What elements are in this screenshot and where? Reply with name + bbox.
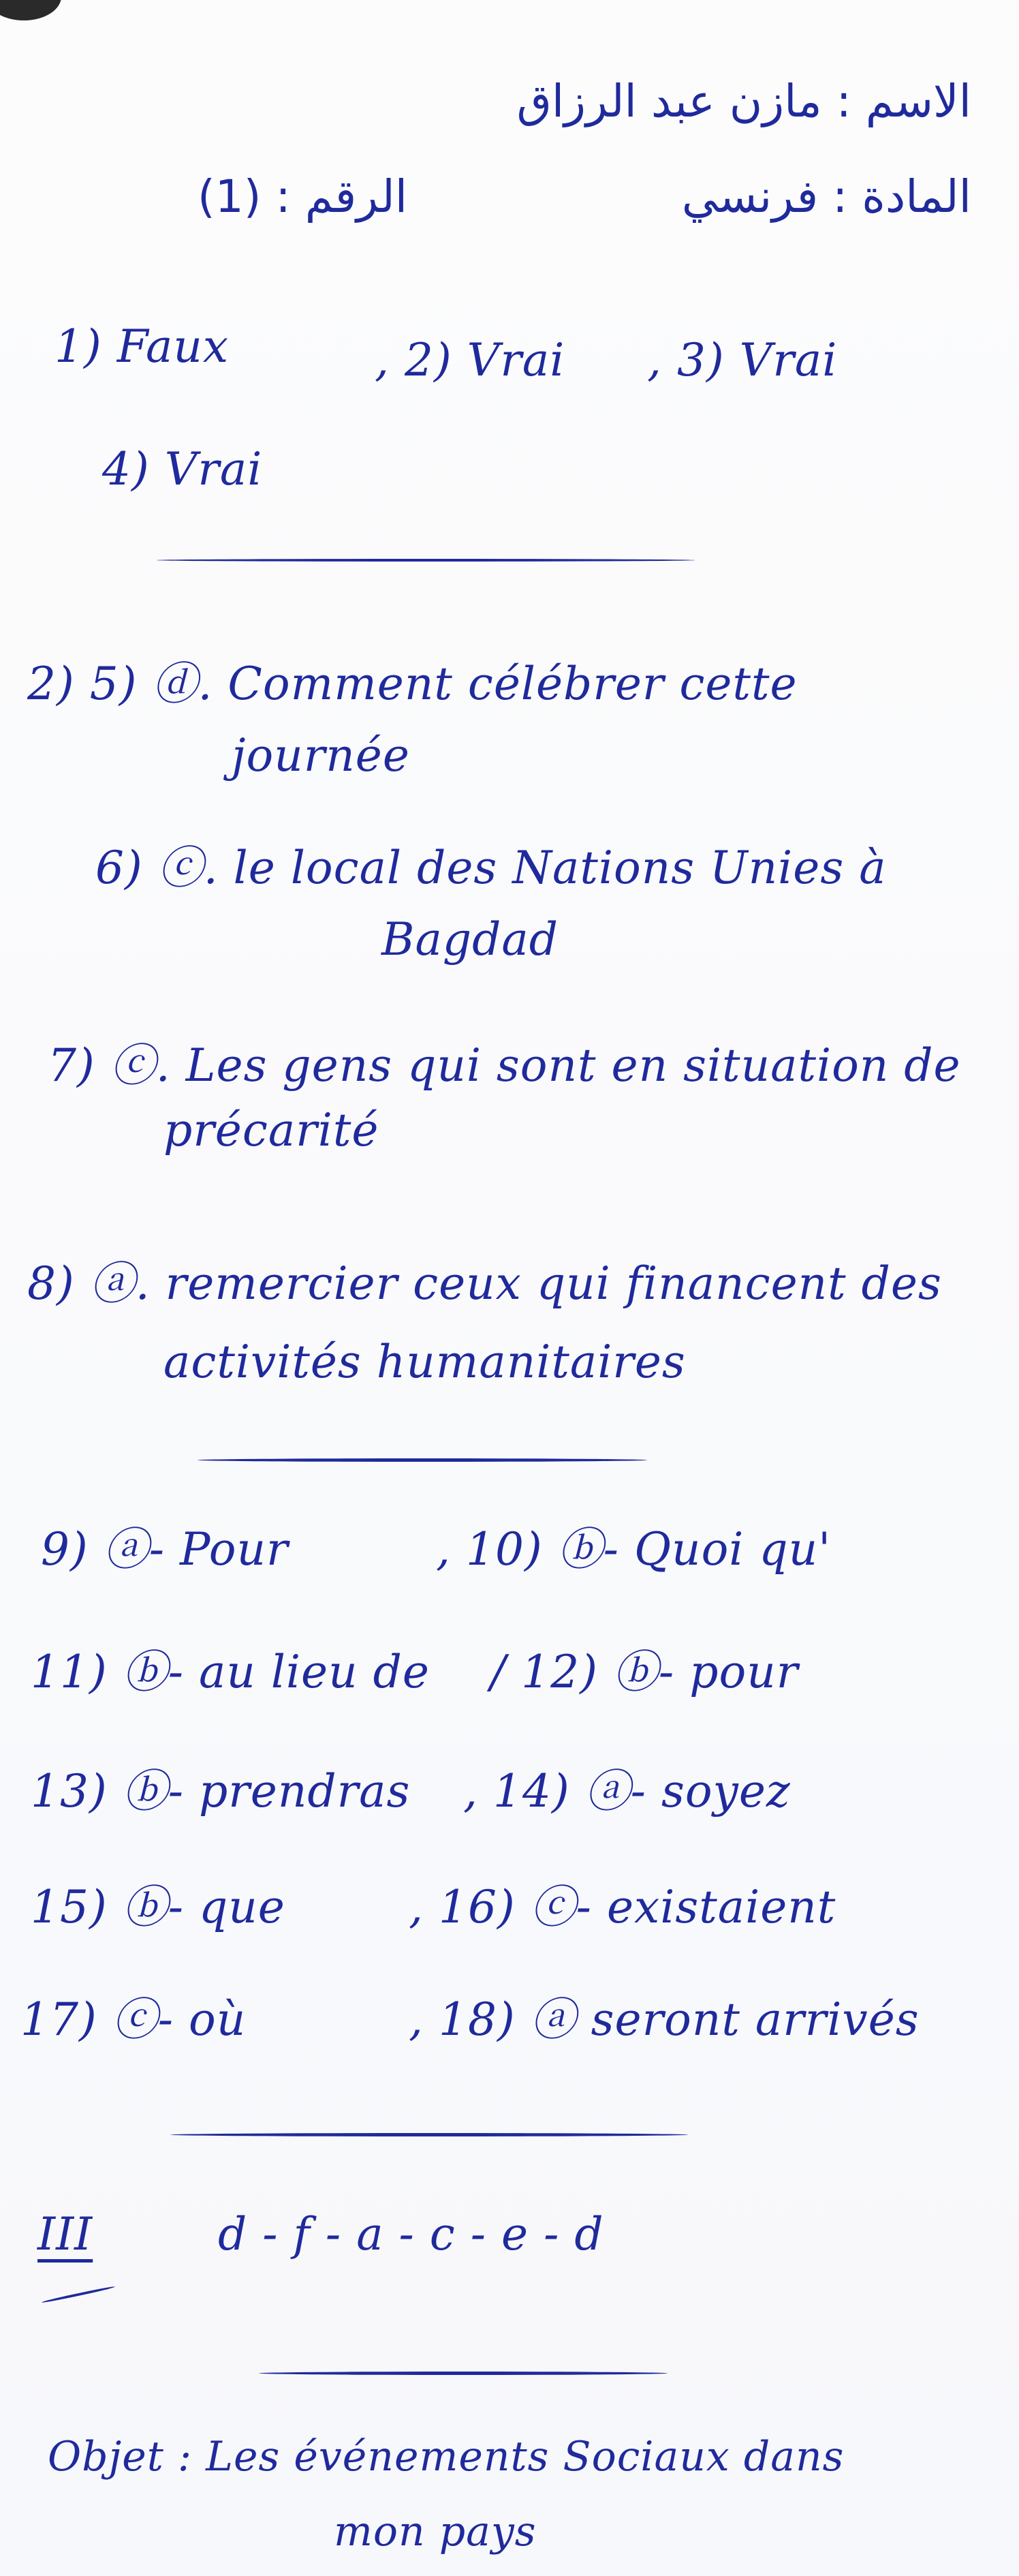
section-label-iii: III xyxy=(37,2208,93,2260)
answer-12: / 12) ⓑ- pour xyxy=(490,1646,799,1698)
answer-8-line2: activités humanitaires xyxy=(163,1336,686,1388)
ordering-answer: d - f - a - c - e - d xyxy=(218,2208,604,2260)
answer-15: 15) ⓑ- que xyxy=(31,1881,285,1933)
answer-10: , 10) ⓑ- Quoi qu' xyxy=(436,1523,832,1576)
answer-5-line2: journée xyxy=(232,729,410,782)
student-number: الرقم : (1) xyxy=(198,170,408,223)
answer-3: , 3) Vrai xyxy=(647,334,838,386)
separator-3 xyxy=(170,2133,688,2136)
answer-6-line2: Bagdad xyxy=(381,913,559,966)
essay-subject-line2: mon pays xyxy=(334,2508,537,2556)
answer-1: 1) Faux xyxy=(54,320,230,373)
answer-16: , 16) ⓒ- existaient xyxy=(409,1881,836,1933)
answer-8-line1: 8) ⓐ. remercier ceux qui financent des xyxy=(27,1257,942,1310)
answer-18: , 18) ⓐ seront arrivés xyxy=(409,1993,920,2046)
student-name: الاسم : مازن عبد الرزاق xyxy=(516,75,971,127)
answer-17: 17) ⓒ- où xyxy=(20,1993,247,2046)
separator-4 xyxy=(259,2372,668,2375)
answer-6-line1: 6) ⓒ. le local des Nations Unies à xyxy=(95,842,887,894)
answer-2: , 2) Vrai xyxy=(375,334,565,386)
answer-14: , 14) ⓐ- soyez xyxy=(463,1765,791,1818)
answer-9: 9) ⓐ- Pour xyxy=(41,1523,289,1576)
answer-7-line1: 7) ⓒ. Les gens qui sont en situation de xyxy=(48,1039,961,1092)
corner-ink-blot xyxy=(0,0,61,20)
answer-13: 13) ⓑ- prendras xyxy=(31,1765,411,1818)
answer-4: 4) Vrai xyxy=(102,443,263,495)
answer-11: 11) ⓑ- au lieu de xyxy=(31,1646,430,1698)
answer-7-line2: précarité xyxy=(163,1104,379,1156)
separator-1 xyxy=(157,559,695,562)
label-flourish xyxy=(42,2286,115,2304)
essay-subject-line1: Objet : Les événements Sociaux dans xyxy=(48,2433,845,2481)
subject-label: المادة : فرنسي xyxy=(681,170,971,223)
answer-5-line1: 2) 5) ⓓ. Comment célébrer cette xyxy=(27,658,798,710)
separator-2 xyxy=(198,1458,647,1462)
